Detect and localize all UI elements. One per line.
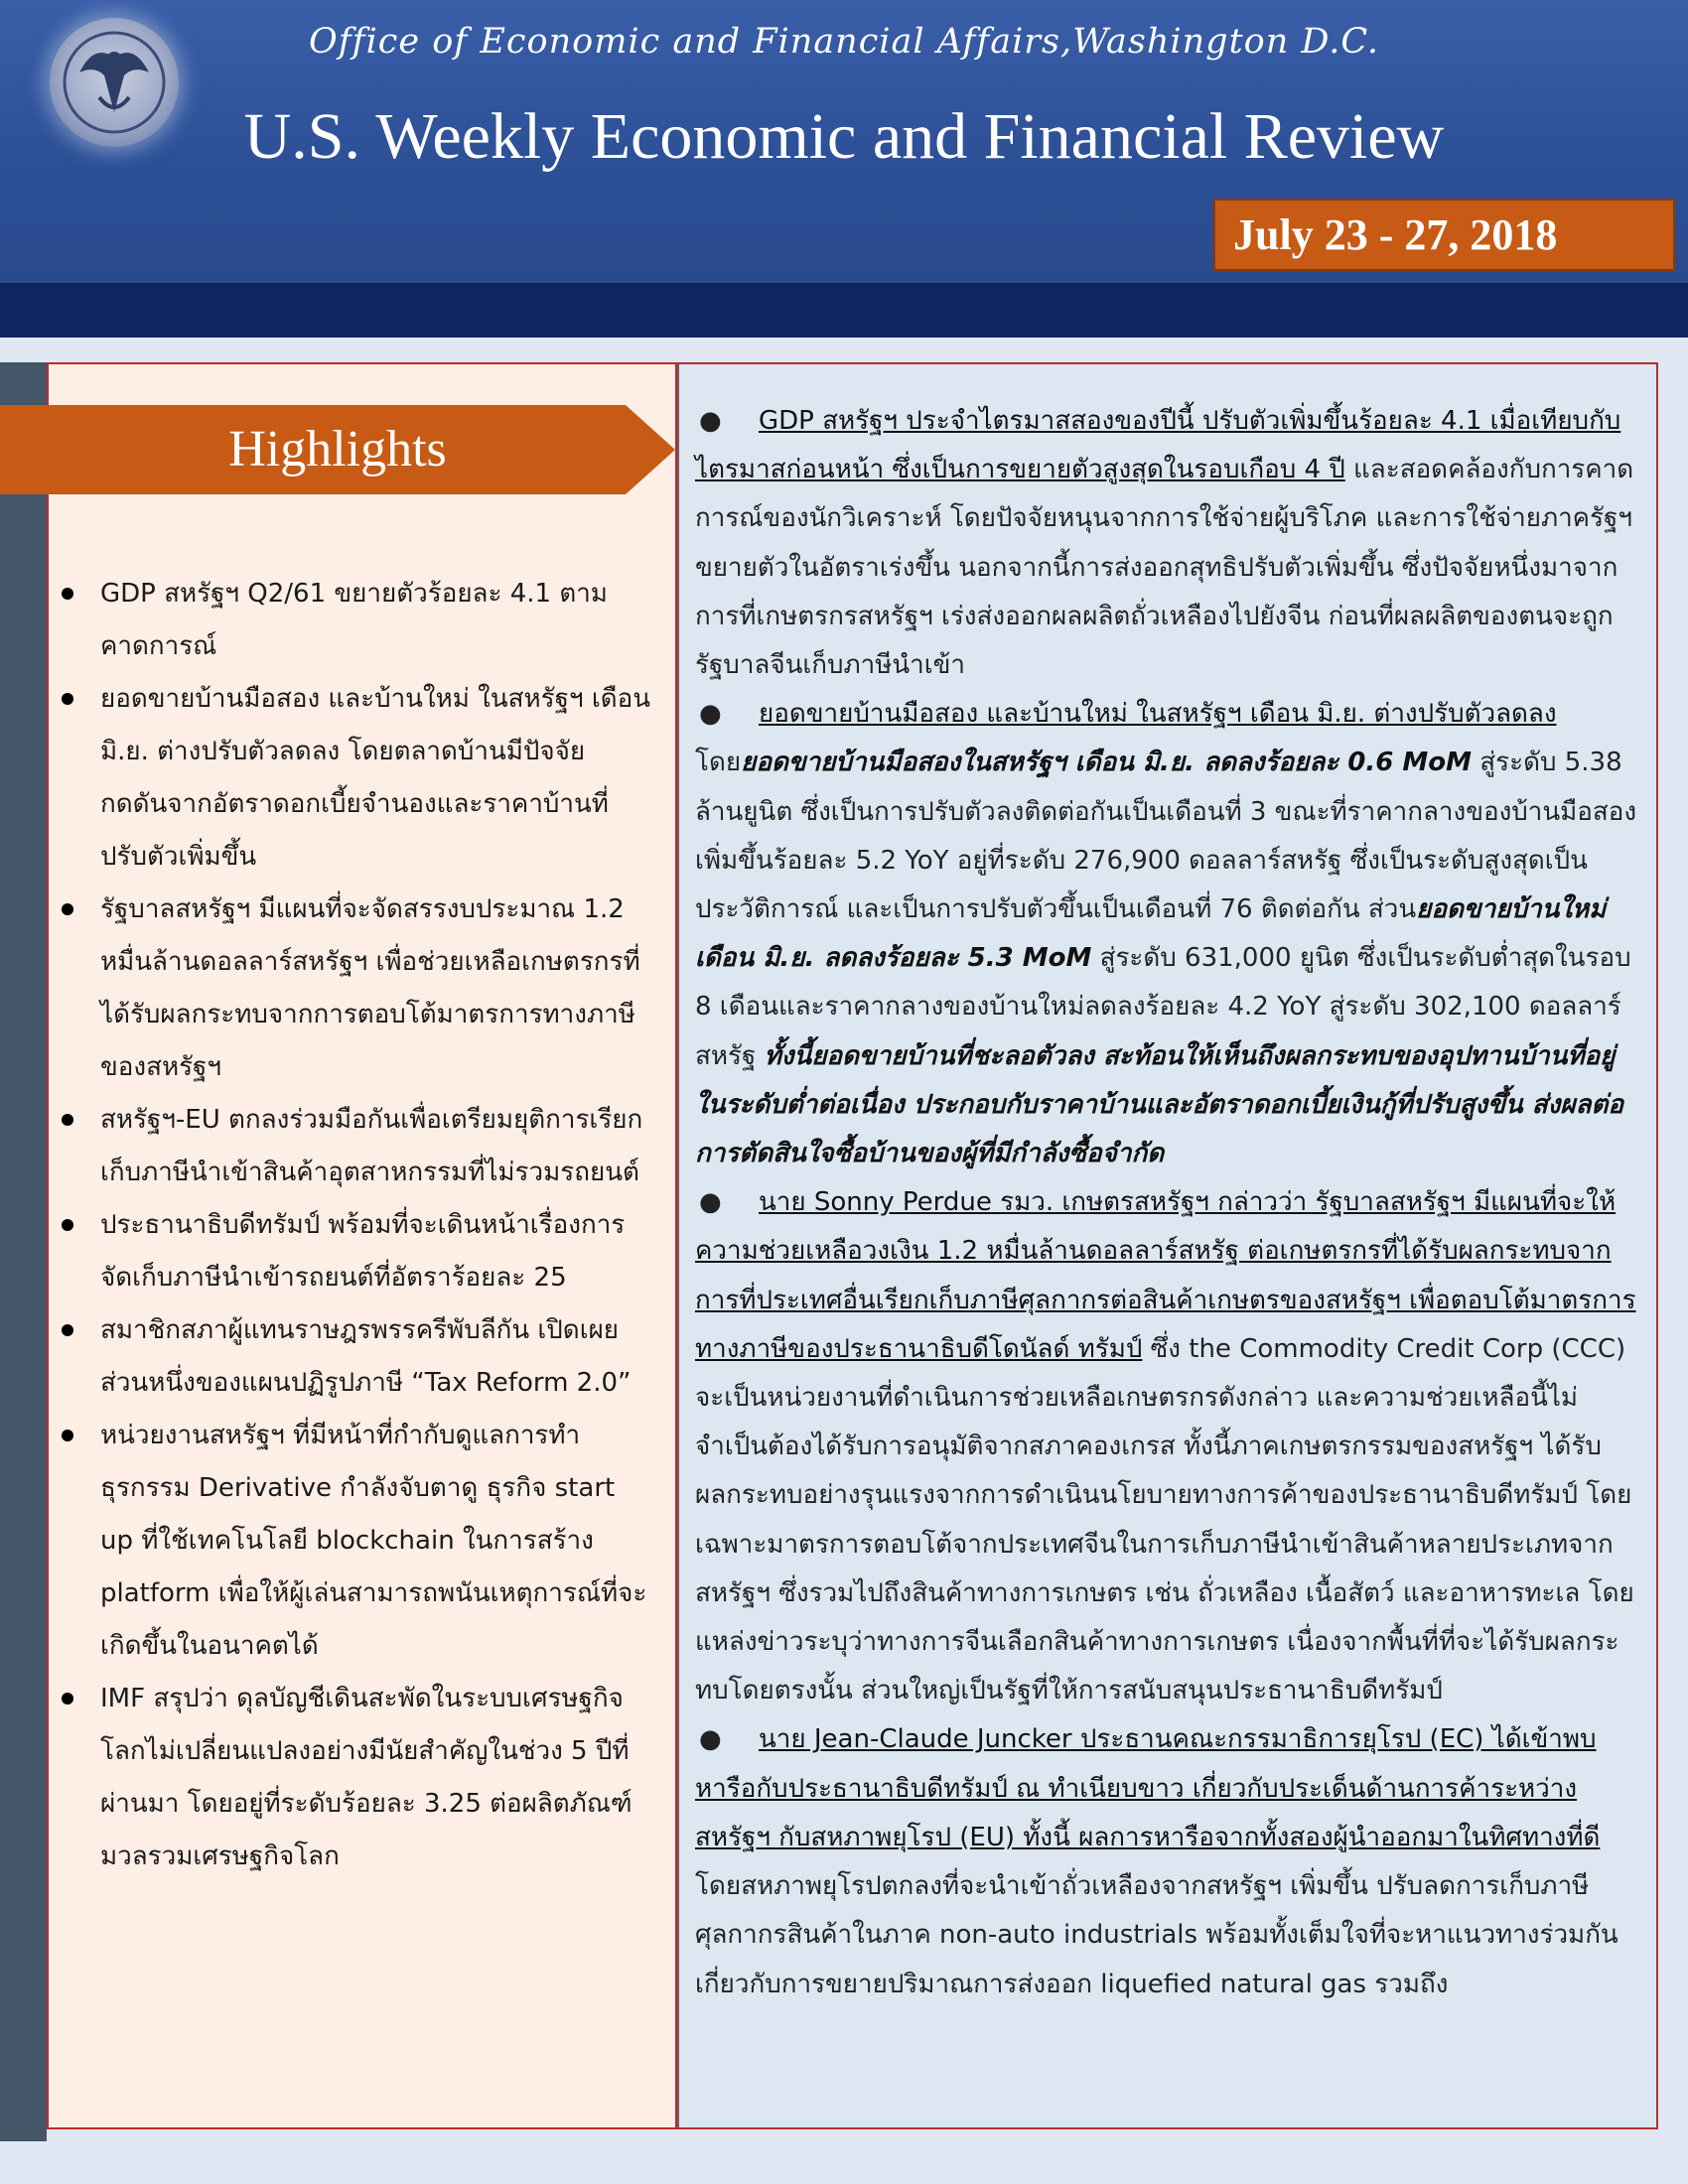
bullet-dot-icon	[62, 1114, 73, 1126]
article-paragraph-eu-trade	[695, 1715, 1643, 2008]
bullet-dot-icon	[62, 1219, 73, 1231]
bullet-dot-icon: ●	[699, 1187, 722, 1218]
article-paragraph-housing: ● ยอดขายบ้านมือสอง และบ้านใหม่ ในสหรัฐฯ เดือน มิ.ย. ต่างปรับตัวลดลง โดยยอดขายบ้านมือสองในสหรัฐฯ เดือน มิ.ย. ลดลงร้อยละ 0.6 MoM สู่ระดับ 5.38 ล้านยูนิต ซึ่งเป็นการปรับตัวลงติดต่อกันเป็นเดือนที่ 3 ขณะที่ราคากลางของบ้านมือสองเพิ่มขึ้นร้อยละ 5.2 YoY อยู่ที่ระดับ 276,900 ดอลลาร์สหรัฐ ซึ่งเป็นระดับสูงสุดเป็นประวัติการณ์ และเป็นการปรับตัวขึ้นเป็นเดือนที่ 76 ติดต่อกัน ส่วนยอดขายบ้านใหม่เดือน มิ.ย. ลดลงร้อยละ 5.3 MoM สู่ระดับ 631,000 ยูนิต ซึ่งเป็นระดับต่ำสุดในรอบ 8 เดือนและราคากลางของบ้านใหม่ลดลงร้อยละ 4.2 YoY สู่ระดับ 302,100 ดอลลาร์สหรัฐ ทั้งนี้ยอดขายบ้านที่ชะลอตัวลง สะท้อนให้เห็นถึงผลกระทบของอุปทานบ้านที่อยู่ในระดับต่ำต่อเนื่อง ประกอบกับราคาบ้านและอัตราดอกเบี้ยเงินกู้ที่ปรับสูงขึ้น ส่งผลต่อการตัดสินใจซื้อบ้านของผู้ที่มีกำลังซื้อจำกัด	[695, 690, 1643, 1178]
highlight-item: GDP สหรัฐฯ Q2/61 ขยายตัวร้อยละ 4.1 ตามคาดการณ์	[55, 568, 650, 673]
bullet-dot-icon: ●	[699, 406, 722, 436]
paragraph-body: และสอดคล้องกับการคาดการณ์ของนักวิเคราะห์ โดยปัจจัยหนุนจากการใช้จ่ายผู้บริโภค และการใช้จ่ายภาครัฐฯ ขยายตัวในอัตราเร่งขึ้น นอกจากนี้การส่งออกสุทธิปรับตัวเพิ่มขึ้น ซึ่งปัจจัยหนึ่งมาจากการที่เกษตรกรสหรัฐฯ เร่งส่งออกผลผลิตถั่วเหลืองไปยังจีน ก่อนที่ผลผลิตของตนจะถูกรัฐบาลจีนเก็บภาษีนำเข้า	[695, 455, 1634, 681]
paragraph-heading: นาย Jean-Claude Juncker ประธานคณะกรรมาธิการยุโรป (EC) ได้เข้าพบหารือกับประธานาธิบดีทรัมป์ ณ ทำเนียบขาว เกี่ยวกับประเด็นด้านการค้าระหว่างสหรัฐฯ กับสหภาพยุโรป (EU) ทั้งนี้ ผลการหารือจากทั้งสองผู้นำออกมาในทิศทางที่ดี	[695, 1724, 1601, 1852]
paragraph-heading: GDP สหรัฐฯ ประจำไตรมาสสองของปีนี้ ปรับตัวเพิ่มขึ้นร้อยละ 4.1 เมื่อเทียบกับไตรมาสก่อนหน้า ซึ่งเป็นการขยายตัวสูงสุดในรอบเกือบ 4 ปี	[695, 406, 1621, 485]
bullet-dot-icon	[62, 1324, 73, 1336]
office-title: Office of Economic and Financial Affairs,Washington D.C.	[309, 22, 1379, 62]
highlights-list	[55, 568, 650, 1883]
highlights-title: Highlights	[228, 421, 447, 478]
left-accent-strip	[0, 362, 47, 2141]
article-paragraph-farm-aid	[695, 1178, 1643, 1715]
highlight-item: สมาชิกสภาผู้แทนราษฎรพรรครีพับลีกัน เปิดเผยส่วนหนึ่งของแผนปฏิรูปภาษี “Tax Reform 2.0”	[55, 1304, 650, 1410]
paragraph-heading: นาย Sonny Perdue รมว. เกษตรสหรัฐฯ กล่าวว่า รัฐบาลสหรัฐฯ มีแผนที่จะให้ความช่วยเหลือวงเงิน 1.2 หมื่นล้านดอลลาร์สหรัฐ ต่อเกษตรกรที่ได้รับผลกระทบจากการที่ประเทศอื่นเรียกเก็บภาษีศุลกากรต่อสินค้าเกษตรของสหรัฐฯ เพื่อตอบโต้มาตรการทางภาษีของประธานาธิบดีโดนัลด์ ทรัมป์	[695, 1187, 1636, 1364]
highlight-item: รัฐบาลสหรัฐฯ มีแผนที่จะจัดสรรงบประมาณ 1.2 หมื่นล้านดอลลาร์สหรัฐฯ เพื่อช่วยเหลือเกษตรกรที่ได้รับผลกระทบจากการตอบโต้มาตรการทางภาษีของสหรัฐฯ	[55, 884, 650, 1094]
highlight-item: ยอดขายบ้านมือสอง และบ้านใหม่ ในสหรัฐฯ เดือน มิ.ย. ต่างปรับตัวลดลง โดยตลาดบ้านมีปัจจัยกดดันจากอัตราดอกเบี้ยจำนองและราคาบ้านที่ปรับตัวเพิ่มขึ้น	[55, 673, 650, 884]
bullet-dot-icon	[62, 903, 73, 915]
article-paragraph-gdp	[695, 397, 1643, 690]
bullet-dot-icon: ●	[699, 1724, 722, 1755]
bullet-dot-icon	[62, 588, 73, 600]
highlight-item: ประธานาธิบดีทรัมป์ พร้อมที่จะเดินหน้าเรื่องการจัดเก็บภาษีนำเข้ารถยนต์ที่อัตราร้อยละ 25	[55, 1199, 650, 1304]
bullet-dot-icon	[62, 1693, 73, 1705]
bullet-dot-icon	[62, 693, 73, 705]
paragraph-body: ซึ่ง the Commodity Credit Corp (CCC) จะเป็นหน่วยงานที่ดำเนินการช่วยเหลือเกษตรกรดังกล่าว และความช่วยเหลือนี้ไม่จำเป็นต้องได้รับการอนุมัติจากสภาคองเกรส ทั้งนี้ภาคเกษตรกรรมของสหรัฐฯ ได้รับผลกระทบอย่างรุนแรงจากการดำเนินนโยบายทางการค้าของประธานาธิบดีทรัมป์ โดยเฉพาะมาตรการตอบโต้จากประเทศจีนในการเก็บภาษีนำเข้าสินค้าหลายประเภทจากสหรัฐฯ ซึ่งรวมไปถึงสินค้าทางการเกษตร เช่น ถั่วเหลือง เนื้อสัตว์ และอาหารทะเล โดยแหล่งข่าวระบุว่าทางการจีนเลือกสินค้าทางการเกษตร เนื่องจากพื้นที่ที่จะได้รับผลกระทบโดยตรงนั้น ส่วนใหญ่เป็นรัฐที่ให้การสนับสนุนประธานาธิบดีทรัมป์	[695, 1333, 1634, 1706]
bullet-dot-icon: ●	[699, 699, 722, 730]
bullet-dot-icon	[62, 1430, 73, 1441]
paragraph-heading: ยอดขายบ้านมือสอง และบ้านใหม่ ในสหรัฐฯ เดือน มิ.ย. ต่างปรับตัวลดลง	[759, 699, 1557, 730]
highlight-item: หน่วยงานสหรัฐฯ ที่มีหน้าที่กำกับดูแลการทำธุรกรรม Derivative กำลังจับตาดู ธุรกิจ start up ที่ใช้เทคโนโลยี blockchain ในการสร้าง platform เพื่อให้ผู้เล่นสามารถพนันเหตุการณ์ที่จะเกิดขึ้นในอนาคตได้	[55, 1410, 650, 1673]
date-badge: July 23 - 27, 2018	[1213, 199, 1675, 271]
main-article	[695, 397, 1643, 2009]
highlight-item: IMF สรุปว่า ดุลบัญชีเดินสะพัดในระบบเศรษฐกิจโลกไม่เปลี่ยนแปลงอย่างมีนัยสำคัญในช่วง 5 ปีที่ผ่านมา โดยอยู่ที่ระดับร้อยละ 3.25 ต่อผลิตภัณฑ์มวลรวมเศรษฐกิจโลก	[55, 1673, 650, 1883]
header-dark-band	[0, 283, 1688, 338]
paragraph-body: โดยสหภาพยุโรปตกลงที่จะนำเข้าถั่วเหลืองจากสหรัฐฯ เพิ่มขึ้น ปรับลดการเก็บภาษีศุลกากรสินค้าในภาค non-auto industrials พร้อมทั้งเต็มใจที่จะหาแนวทางร่วมกัน เกี่ยวกับการขยายปริมาณการส่งออก liquefied natural gas รวมถึง	[695, 1871, 1618, 1999]
report-title: U.S. Weekly Economic and Financial Review	[243, 100, 1445, 173]
highlight-item: สหรัฐฯ-EU ตกลงร่วมมือกันเพื่อเตรียมยุติการเรียกเก็บภาษีนำเข้าสินค้าอุตสาหกรรมที่ไม่รวมรถยนต์	[55, 1094, 650, 1199]
